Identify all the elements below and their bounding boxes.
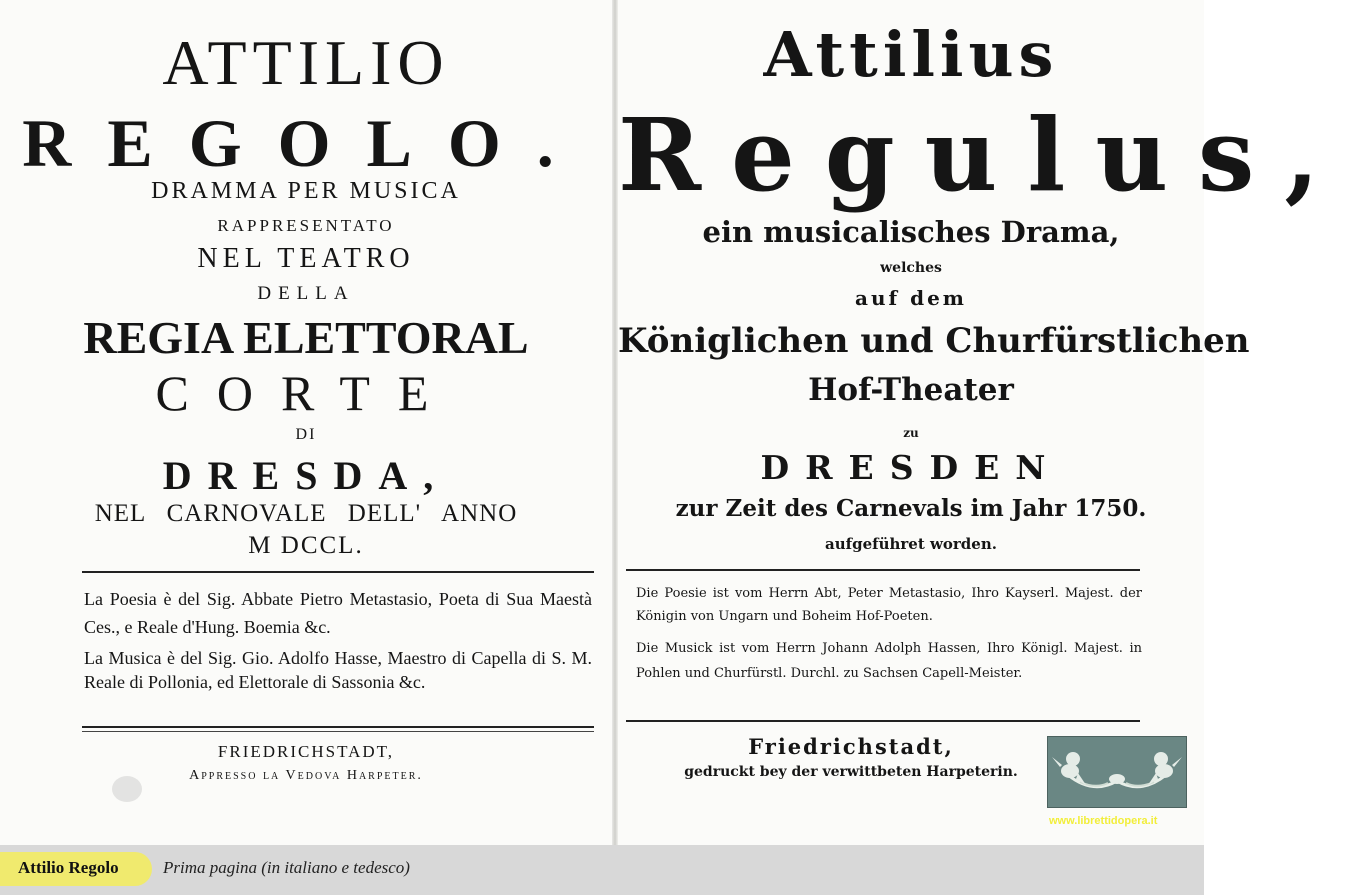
librettidopera-logo — [1047, 736, 1187, 808]
german-auf-dem: auf dem — [855, 286, 967, 310]
italian-poesia-credit: La Poesia è del Sig. Abbate Pietro Metastasio, Poeta di Sua Maestà Ces., e Reale d'Hung. Boemia &c. — [84, 589, 592, 637]
italian-di: DI — [295, 426, 317, 443]
italian-title: ATTILIO — [162, 27, 450, 98]
german-koeniglichen: Königlichen und Churfürstlichen — [618, 321, 1250, 361]
italian-printer: Appresso la Vedova Harpeter. — [189, 768, 423, 783]
italian-musica-credit: La Musica è del Sig. Gio. Adolfo Hasse, Maestro di Capella di S. M. Reale di Pollonia, ed Elettorale di Sassonia &c. — [84, 648, 592, 692]
cherubs-garland-icon — [1048, 737, 1186, 807]
italian-nel-teatro: NEL TEATRO — [197, 243, 415, 274]
italian-genre: DRAMMA PER MUSICA — [151, 178, 461, 204]
german-aufgefuehret: aufgeführet worden. — [825, 535, 997, 553]
rule-bottom-thin — [82, 731, 594, 732]
rule-bottom — [82, 726, 594, 728]
italian-title-surname: REGOLO. — [22, 105, 590, 181]
german-title-page — [618, 0, 1349, 845]
rule-top — [82, 571, 594, 573]
caption-title: Attilio Regolo — [18, 858, 119, 877]
italian-place: FRIEDRICHSTADT, — [217, 742, 395, 761]
german-genre: ein musicalisches Drama, — [702, 215, 1120, 249]
italian-rappresentato: RAPPRESENTATO — [217, 216, 395, 235]
german-place: Friedrichstadt, — [748, 734, 954, 759]
german-hof-theater: Hof-Theater — [808, 372, 1014, 408]
watermark-url: www.librettidopera.it — [1049, 815, 1158, 827]
german-rule-bottom — [626, 720, 1140, 722]
italian-city: DRESDA, — [162, 453, 450, 498]
italian-title-page — [0, 0, 612, 845]
german-rule-top — [626, 569, 1140, 571]
german-musick-credit: Die Musick ist vom Herrn Johann Adolph Hassen, Ihro Königl. Majest. in Pohlen und Churfürstl. Durchl. zu Sachsen Capell-Meister. — [636, 641, 1142, 681]
german-title-surname: Regulus, — [618, 96, 1349, 214]
ink-smudge — [112, 776, 142, 802]
german-zu: zu — [903, 426, 919, 440]
german-printer: gedruckt bey der verwittbeten Harpeterin. — [684, 764, 1018, 780]
german-poesie-credit: Die Poesie ist vom Herrn Abt, Peter Metastasio, Ihro Kayserl. Majest. der Königin von Ungarn und Boheim Hof-Poeten. — [636, 586, 1142, 624]
italian-carnovale: NEL CARNOVALE DELL' ANNO — [94, 500, 518, 527]
italian-della: DELLA — [257, 283, 355, 304]
caption-subtitle: Prima pagina (in italiano e tedesco) — [163, 858, 410, 877]
german-title: Attilius — [763, 18, 1059, 91]
italian-corte: CORTE — [155, 365, 457, 421]
italian-year: M DCCL. — [248, 532, 364, 559]
german-welches: welches — [880, 260, 942, 276]
italian-regia: REGIA ELETTORAL — [83, 312, 529, 363]
german-zeit: zur Zeit des Carnevals im Jahr 1750. — [675, 495, 1147, 522]
german-city: DRESDEN — [760, 448, 1062, 487]
